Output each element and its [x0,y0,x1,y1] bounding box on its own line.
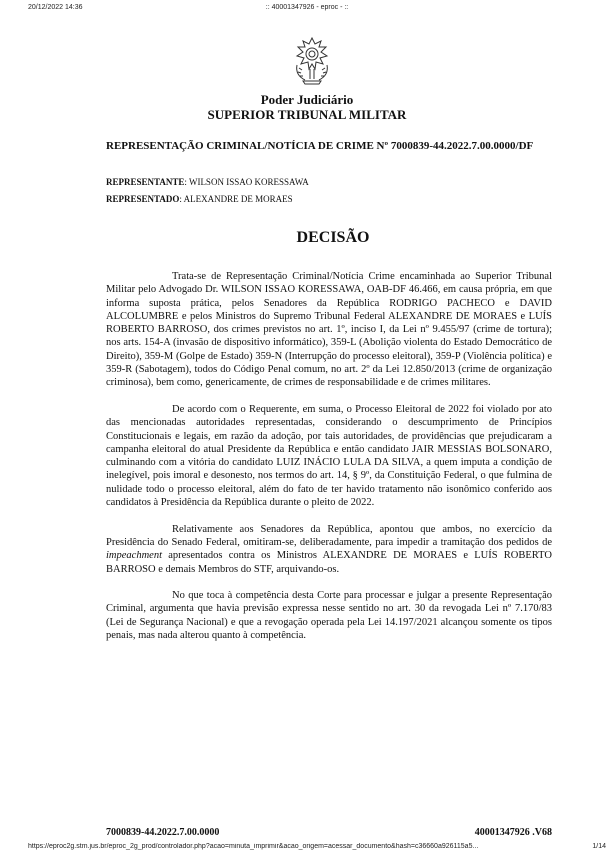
court-name-heading: SUPERIOR TRIBUNAL MILITAR [207,107,407,122]
representado-label: REPRESENTADO [106,194,180,204]
print-url[interactable]: https://eproc2g.stm.jus.br/eproc_2g_prod/controlador.php?acao=minuta_imprimir&acao_origem=acessar_documento&hash=c36660a926115a5... [28,843,479,850]
decision-title: DECISÃO [296,229,370,246]
court-power-heading: Poder Judiciário [260,92,354,107]
representado-line [106,193,552,205]
paragraph-2: De acordo com o Requerente, em suma, o Processo Eleitoral de 2022 foi violado por ato das mencionadas autoridades representadas, considerando o descumprimento de Princípios Constitucionais e legais, em razão da adoção, por tais autoridades, de providências que prejudicaram a campanha eleitoral do atual Presidente da República e então candidato JAIR MESSIAS BOLSONARO, culminando com a vitória do candidato LUIZ INÁCIO LULA DA SILVA, a quem imputa a condição de inelegível, pois imoral e desonesto, nos termos do art. 14, § 9º, da Constituição Federal, o que fulmina de nulidade todo o processo eleitoral, além do fato de ter havido tratamento não isonômico conferido aos candidatos à Presidência da República durante o pleito de 2022. [106,403,552,509]
decision-body [106,270,552,656]
footer-document-id: 40001347926 .V68 [474,827,552,838]
paragraph-4: No que toca à competência desta Corte para processar e julgar a presente Representação Criminal, argumenta que havia previsão expressa nesse sentido no art. 30 da revogada Lei nº 7.170/83 (Lei de Segurança Nacional) e que a revogação operada pela Lei 14.197/2021 alcançou somente os tipos penais, mas nada alterou quanto à competência. [106,590,552,642]
paragraph-3 [106,523,552,576]
footer-process-number: 7000839-44.2022.7.00.0000 [106,827,220,838]
representado-name: : ALEXANDRE DE MORAES [179,194,293,204]
print-page-title: :: 40001347926 - eproc - :: [265,4,349,11]
paragraph-3-text-a: Relativamente aos Senadores da República, apontou que ambos, no exercício da Presidência do Senado Federal, omitiram-se, deliberadamente, para impedir a tramitação dos pedidos de [106,523,552,548]
case-title: REPRESENTAÇÃO CRIMINAL/NOTÍCIA DE CRIME Nº 7000839-44.2022.7.00.0000/DF [106,140,534,152]
representante-name: : WILSON ISSAO KORESSAWA [184,177,309,187]
representante-label: REPRESENTANTE [106,177,185,187]
browser-print-footer [28,843,606,850]
paragraph-3-italic: impeachment [106,550,162,562]
print-page-count: 1/14 [592,843,606,850]
paragraph-3-text-b: apresentados contra os Ministros ALEXANDRE DE MORAES e LUÍS ROBERTO BARROSO e demais Membros do STF, arquivando-os. [106,550,552,575]
representante-line [106,176,552,188]
print-timestamp: 20/12/2022 14:36 [28,4,83,11]
coat-of-arms-icon [291,35,333,85]
paragraph-1: Trata-se de Representação Criminal/Notícia Crime encaminhada ao Superior Tribunal Militar pelo Advogado Dr. WILSON ISSAO KORESSAWA, OAB-DF 46.466, em causa própria, em que informa suposta prática, pelos Senadores da República RODRIGO PACHECO e DAVID ALCOLUMBRE e pelos Ministros do Supremo Tribunal Federal ALEXANDRE DE MORAES e LUÍS ROBERTO BARROSO, dos crimes previstos no art. 1º, inciso I, da Lei nº 9.455/97 (crime de tortura); nos arts. 154-A (invasão de dispositivo informático), 359-L (Abolição violenta do Estado Democrático de Direito), 359-M (Golpe de Estado) 359-N (Interrupção do processo eleitoral), 359-P (Violência política) e 359-R (Sabotagem), todos do Código Penal comum, no art. 2º da Lei 12.850/2013 (crime de organização criminosa), bem como, genericamente, de crimes de responsabilidade e de crimes militares. [106,271,552,389]
